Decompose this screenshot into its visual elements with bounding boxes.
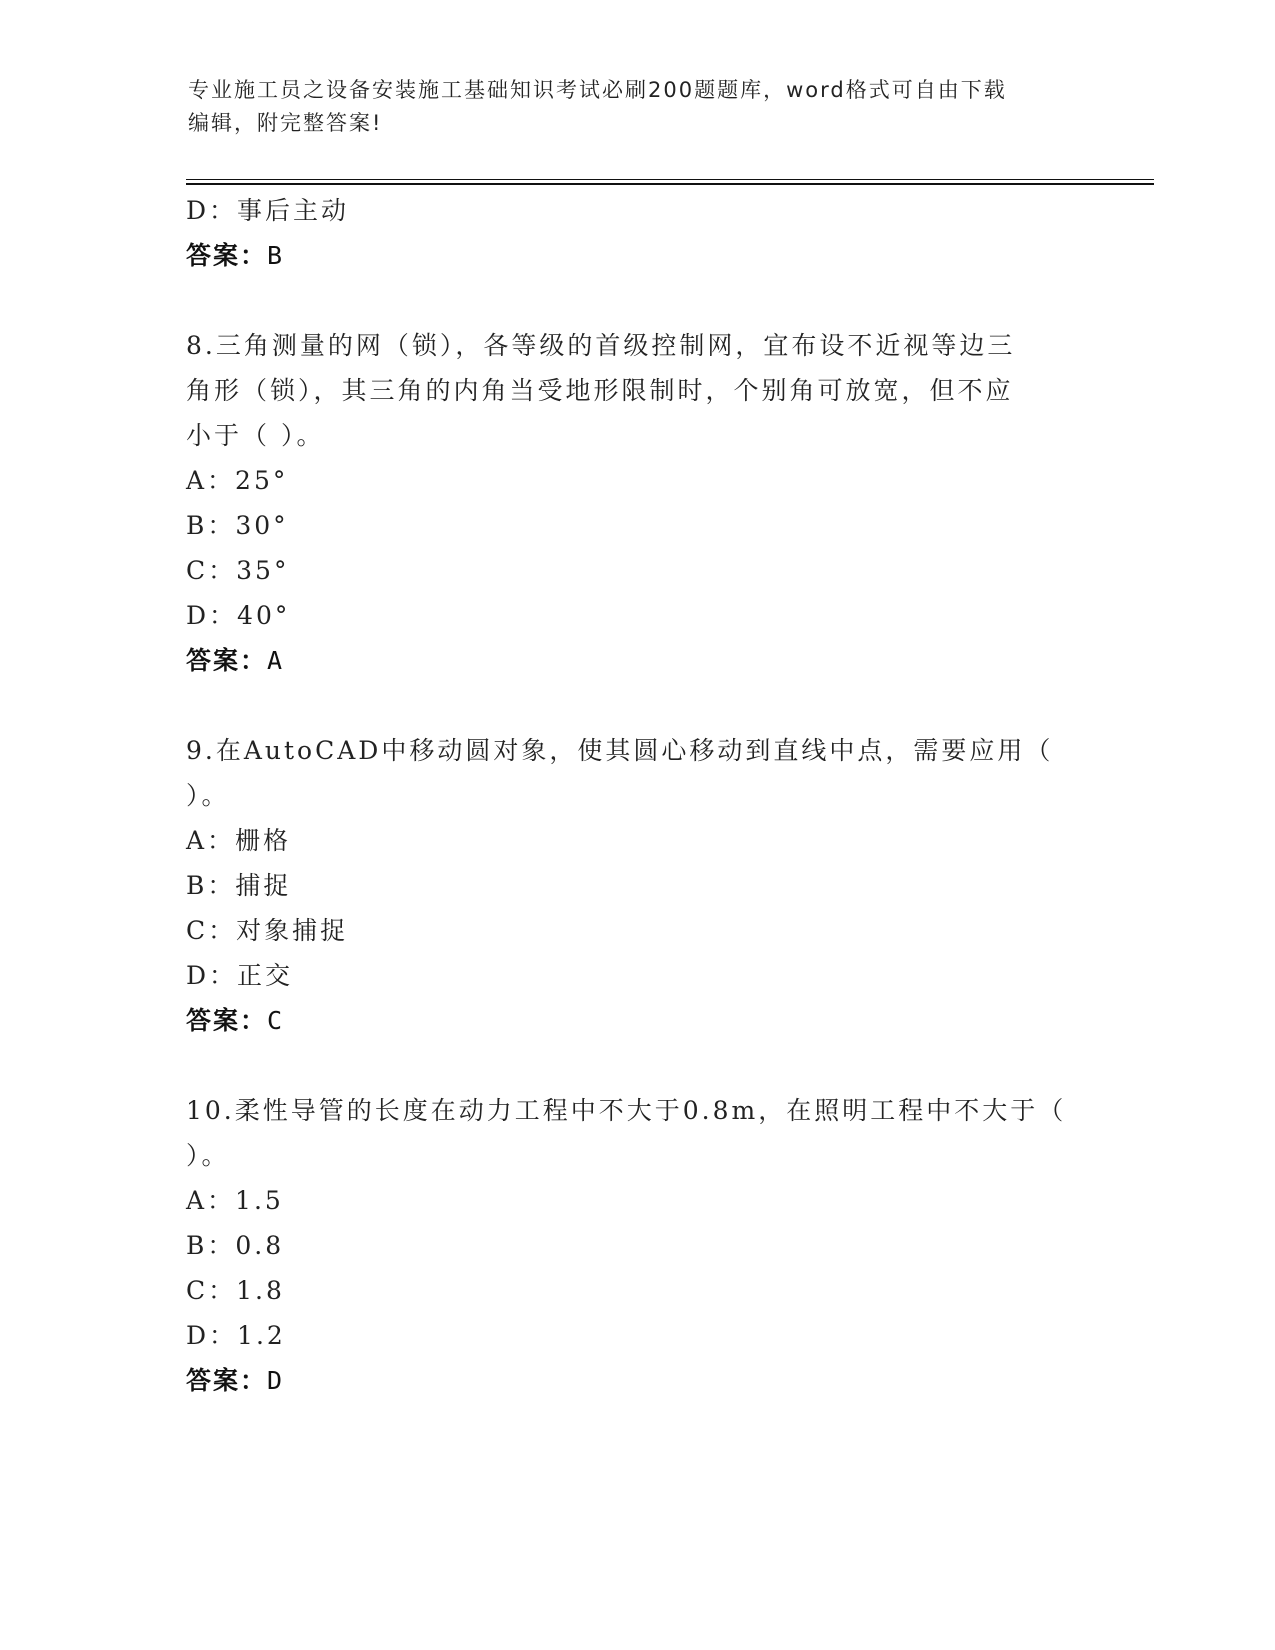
answer-value: C [267, 1006, 285, 1035]
option-d: D：正交 [186, 961, 294, 990]
header-line-2: 编辑，附完整答案! [188, 111, 383, 135]
header-line-1: 专业施工员之设备安装施工基础知识考试必刷200题题库，word格式可自由下载 [188, 78, 1007, 102]
spacer [186, 683, 1086, 728]
option-d: D：1.2 [186, 1321, 286, 1350]
answer-value: B [267, 241, 285, 270]
answer-label: 答案： [186, 241, 268, 270]
question-text-line: 10.柔性导管的长度在动力工程中不大于0.8m，在照明工程中不大于（ [186, 1096, 1067, 1125]
question-10 [186, 1088, 1086, 1403]
spacer [186, 1043, 1086, 1088]
answer-value: A [267, 646, 285, 675]
answer-value: D [267, 1366, 285, 1395]
option-c: C：1.8 [186, 1276, 285, 1305]
document-body [186, 188, 1086, 1403]
question-8 [186, 323, 1086, 683]
option-c: C：对象捕捉 [186, 916, 349, 945]
option-b: B：30° [186, 511, 289, 540]
option-b: B：0.8 [186, 1231, 285, 1260]
document-header [188, 74, 1068, 140]
answer-line [186, 233, 1086, 278]
header-divider-thick [186, 183, 1154, 185]
question-text-line: ）。 [186, 781, 230, 810]
answer-label: 答案： [186, 1006, 268, 1035]
answer-label: 答案： [186, 1366, 268, 1395]
question-text-line: 9.在AutoCAD中移动圆对象，使其圆心移动到直线中点，需要应用（ [186, 736, 1054, 765]
option-b: B：捕捉 [186, 871, 292, 900]
answer-line [186, 638, 1086, 683]
answer-line [186, 998, 1086, 1043]
answer-line [186, 1358, 1086, 1403]
option-a: A：栅格 [186, 826, 292, 855]
option-d: D：40° [186, 601, 291, 630]
question-text-line: 小于（ ）。 [186, 421, 325, 450]
question-text-line: 角形（锁），其三角的内角当受地形限制时，个别角可放宽，但不应 [186, 376, 1014, 405]
question-text-line: ）。 [186, 1141, 230, 1170]
answer-label: 答案： [186, 646, 268, 675]
option-c: C：35° [186, 556, 290, 585]
question-text-line: 8.三角测量的网（锁），各等级的首级控制网，宜布设不近视等边三 [186, 331, 1016, 360]
previous-question-tail [186, 188, 1086, 278]
option-d: D：事后主动 [186, 196, 350, 225]
spacer [186, 278, 1086, 323]
question-9 [186, 728, 1086, 1043]
header-divider-thin [186, 179, 1154, 180]
option-a: A：1.5 [186, 1186, 284, 1215]
option-a: A：25° [186, 466, 289, 495]
